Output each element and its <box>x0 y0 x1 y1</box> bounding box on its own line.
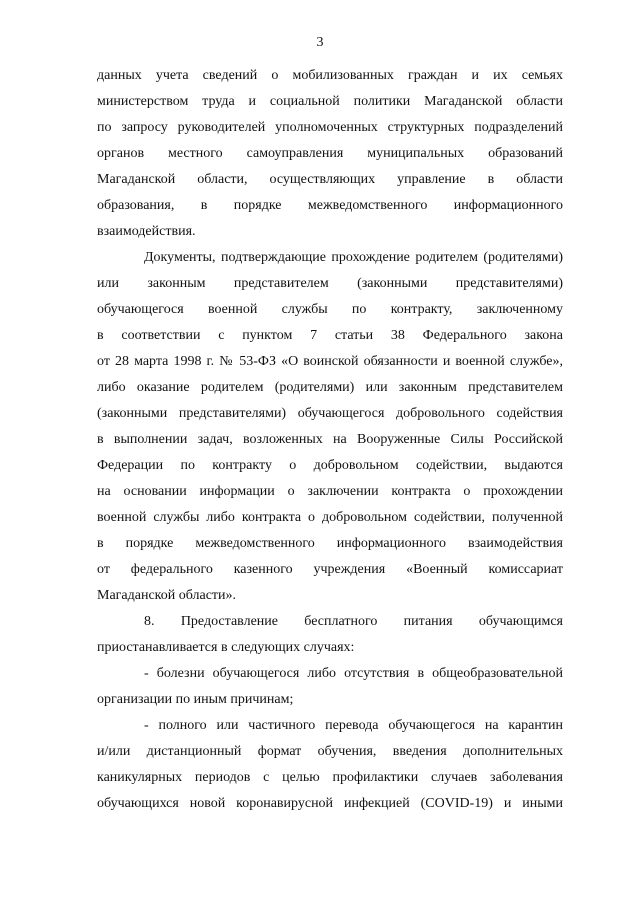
text-line: по запросу руководителей уполномоченных структурных подразделений <box>97 120 563 135</box>
document-body <box>97 66 563 820</box>
text-line: органов местного самоуправления муниципальных образований <box>97 146 563 161</box>
text-line: взаимодействия. <box>97 224 196 239</box>
text-line: каникулярных периодов с целью профилактики случаев заболевания <box>97 770 563 785</box>
text-line: министерством труда и социальной политики Магаданской области <box>97 94 563 109</box>
text-line: на основании информации о заключении контракта о прохождении <box>97 484 563 499</box>
text-line: военной службы либо контракта о добровольном содействии, полученной <box>97 510 563 525</box>
page-number: 3 <box>316 35 324 50</box>
text-line: от федерального казенного учреждения «Военный комиссариат <box>97 562 563 577</box>
text-line: в порядке межведомственного информационного взаимодействия <box>97 536 563 551</box>
text-line: организации по иным причинам; <box>97 692 294 707</box>
paragraph <box>97 716 563 820</box>
text-line: либо оказание родителем (родителями) или законным представителем <box>97 380 563 395</box>
text-line: и/или дистанционный формат обучения, введения дополнительных <box>97 744 563 759</box>
text-line: обучающихся новой коронавирусной инфекцией (COVID-19) и иными <box>97 796 563 811</box>
text-line: образования, в порядке межведомственного информационного <box>97 198 563 213</box>
text-line: Документы, подтверждающие прохождение родителем (родителями) <box>144 250 563 265</box>
text-line: в выполнении задач, возложенных на Вооруженные Силы Российской <box>97 432 563 447</box>
text-line: Магаданской области, осуществляющих управление в области <box>97 172 563 187</box>
text-line: приостанавливается в следующих случаях: <box>97 640 355 655</box>
text-line: - полного или частичного перевода обучающегося на карантин <box>144 718 563 733</box>
text-line: обучающегося военной службы по контракту, заключенному <box>97 302 563 317</box>
text-line: данных учета сведений о мобилизованных граждан и их семьях <box>97 68 563 83</box>
text-line: или законным представителем (законными представителями) <box>97 276 563 291</box>
text-line: от 28 марта 1998 г. № 53-ФЗ «О воинской обязанности и военной службе», <box>97 354 563 369</box>
text-line: Магаданской области». <box>97 588 237 603</box>
text-line: в соответствии с пунктом 7 статьи 38 Федерального закона <box>97 328 563 343</box>
text-line: 8. Предоставление бесплатного питания обучающимся <box>144 614 563 629</box>
text-line: - болезни обучающегося либо отсутствия в общеобразовательной <box>144 666 563 681</box>
paragraph <box>97 66 563 248</box>
paragraph <box>97 612 563 664</box>
text-line: (законными представителями) обучающегося добровольного содействия <box>97 406 563 421</box>
paragraph <box>97 664 563 716</box>
paragraph <box>97 248 563 612</box>
text-line: Федерации по контракту о добровольном содействии, выдаются <box>97 458 563 473</box>
